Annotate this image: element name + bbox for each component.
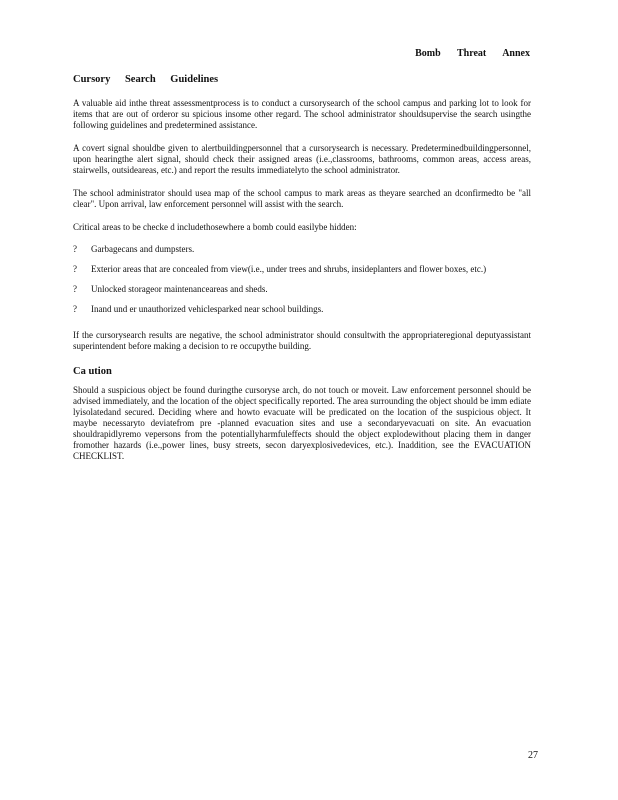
bullet-text: Garbagecans and dumpsters. [91, 244, 195, 254]
bullet-marker: ? [73, 284, 77, 294]
page-number: 27 [528, 750, 538, 761]
bullet-marker: ? [73, 304, 77, 314]
annex-header: Bomb Threat Annex [415, 48, 530, 59]
list-item [73, 264, 531, 275]
list-item [73, 244, 531, 255]
list-item [73, 304, 531, 315]
bullet-text: Exterior areas that are concealed from view(i.e., under trees and shrubs, insideplanters and flower boxes, etc.) [91, 264, 487, 274]
bullet-marker: ? [73, 244, 77, 254]
page-content [73, 74, 531, 462]
paragraph-campus-map: The school administrator should usea map of the school campus to mark areas as theyare searched an dconfirmedto be "all clear". Upon arrival, law enforcement personnel will assist with the search. [73, 188, 531, 209]
list-item [73, 284, 531, 295]
paragraph-covert-signal: A covert signal shouldbe given to alertbuildingpersonnel that a cursorysearch is necessary. Predeterminedbuildingpersonnel, upon hearingthe alert signal, should check their assigned areas (i.e.,classrooms, bathrooms, common areas, access areas, stairwells, outsideareas, etc.) and report the results immediatelyto the school administrator. [73, 143, 531, 175]
paragraph-intro: A valuable aid inthe threat assessmentprocess is to conduct a cursorysearch of the school campus and parking lot to look for items that are out of orderor su spicious insome other regard. The school administrator shouldsupervise the search usingthe following guidelines and predetermined assistance. [73, 98, 531, 130]
bullet-text: Unlocked storageor maintenanceareas and sheds. [91, 284, 268, 294]
paragraph-negative-results: If the cursorysearch results are negative, the school administrator should consultwith the appropriateregional deputyassistant superintendent before making a decision to re occupythe building. [73, 330, 531, 351]
section-title-caution: Ca ution [73, 366, 112, 377]
section-title-cursory-search: Cursory Search Guidelines [73, 74, 219, 85]
bullet-text: Inand und er unauthorized vehiclesparked near school buildings. [91, 304, 324, 314]
paragraph-caution: Should a suspicious object be found duringthe cursoryse arch, do not touch or moveit. Law enforcement personnel should be advised immediately, and the location of the object specifically reported. The area surrounding the object should be imm ediate lyisolatedand secured. Deciding where and howto evacuate will be predicated on the location of the suspicious object. It maybe necessaryto deviatefrom pre -planned evacuation sites and use a secondaryevacuati on site. An evacuation shouldrapidlyremo vepersons from the potentiallyharmfuleffects should the object explodewithout placing them in danger fromother hazards (i.e.,power lines, busy streets, secon daryexplosivedevices, etc.). Inaddition, see the EVACUATION CHECKLIST. [73, 385, 531, 461]
bullet-marker: ? [73, 264, 77, 274]
paragraph-critical-areas: Critical areas to be checke d includethosewhere a bomb could easilybe hidden: [73, 222, 357, 232]
